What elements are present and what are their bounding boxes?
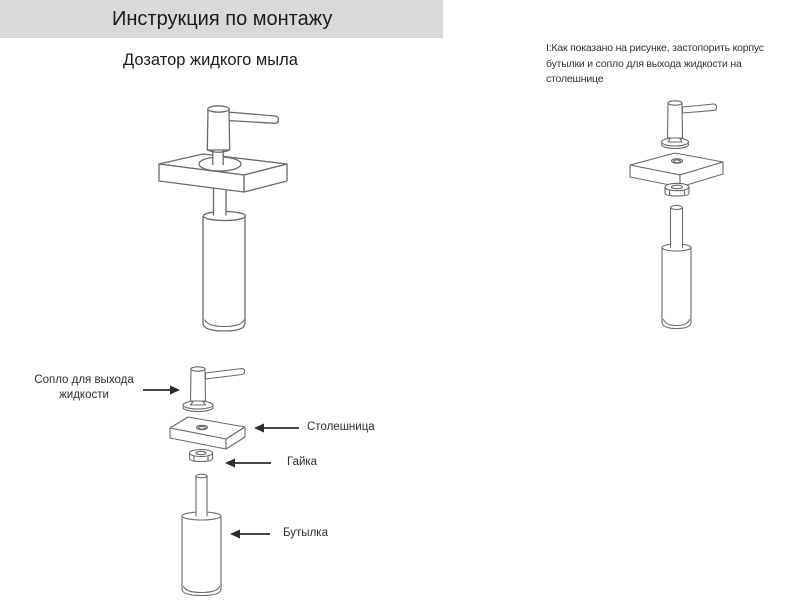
label-nut: Гайка: [287, 456, 318, 468]
arrow-left-icon: [230, 528, 270, 540]
arrow-right-icon: [143, 384, 180, 396]
label-nozzle: Сопло для выхода жидкости: [34, 374, 134, 401]
product-title: Дозатор жидкого мыла: [123, 51, 298, 69]
spout: [206, 369, 245, 380]
bottle: [203, 212, 246, 332]
spout: [227, 112, 279, 123]
step-instruction-line: столешнице: [546, 73, 604, 85]
mounting-nut: [665, 183, 689, 196]
arrow-left-icon: [225, 457, 271, 469]
tube-top: [671, 206, 683, 210]
bottle: [182, 474, 221, 595]
label-countertop: Столешница: [307, 421, 375, 433]
step-instruction-line: бутылки и сопло для выхода жидкости на: [546, 57, 742, 70]
arrow-left-icon: [254, 422, 299, 434]
spout: [683, 104, 717, 113]
soap-dispenser-exploded-drawing: [155, 363, 285, 598]
bottle: [662, 206, 691, 329]
tube-top: [196, 474, 207, 478]
label-bottle: Бутылка: [283, 527, 328, 539]
countertop-plate: [630, 153, 723, 187]
countertop-plate: [170, 417, 245, 449]
header-bar: [0, 0, 443, 38]
pump-head: [183, 367, 245, 412]
pump-head: [662, 101, 717, 149]
step-instruction-line: I:Как показано на рисунке, застопорить корпус: [546, 42, 764, 54]
page-title: Инструкция по монтажу: [112, 8, 333, 30]
soap-dispenser-exploded-step-drawing: [625, 95, 745, 335]
mounting-nut: [190, 450, 213, 462]
soap-dispenser-assembled-drawing: [140, 95, 320, 340]
step-instruction-text: [546, 41, 782, 88]
